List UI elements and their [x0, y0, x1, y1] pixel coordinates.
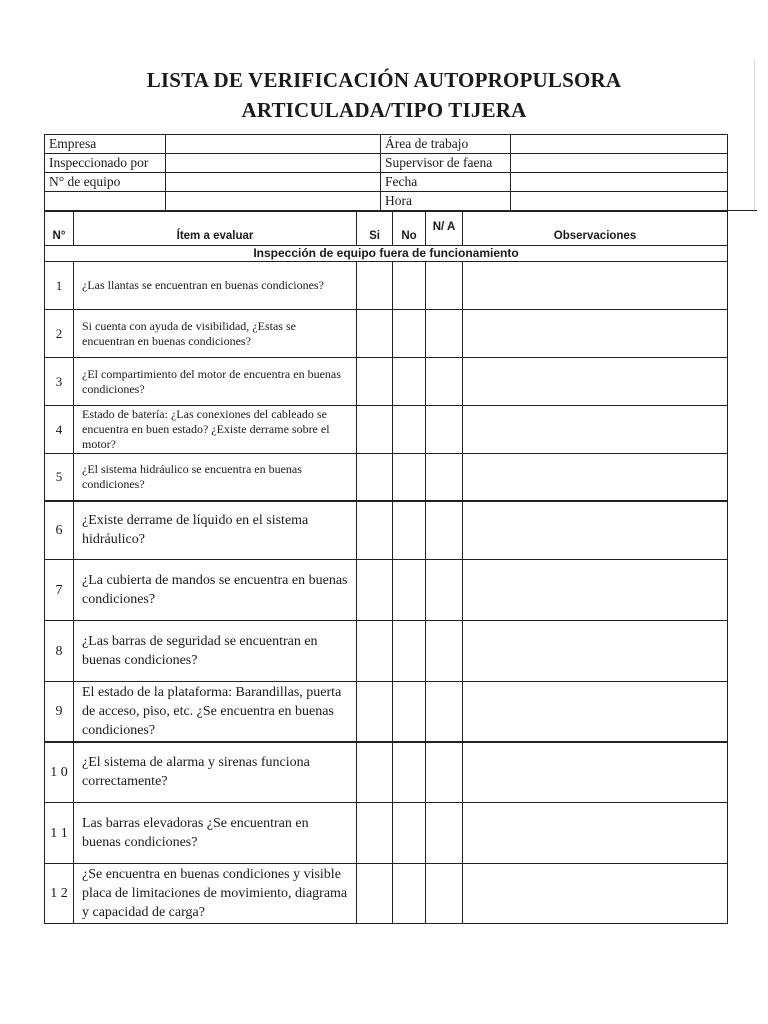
item-text: ¿El sistema de alarma y sirenas funciona correctamente?	[74, 742, 357, 803]
section-row	[45, 246, 728, 262]
item-text: ¿Las barras de seguridad se encuentran en buenas condiciones?	[74, 621, 357, 682]
item-number: 8	[45, 621, 74, 682]
checkbox-na[interactable]	[426, 621, 463, 682]
checkbox-si[interactable]	[357, 310, 393, 358]
checklist-row	[45, 406, 728, 454]
checkbox-no[interactable]	[393, 310, 426, 358]
checkbox-si[interactable]	[357, 454, 393, 501]
checkbox-no[interactable]	[393, 742, 426, 803]
checklist-header-row	[45, 212, 728, 246]
item-text: ¿Se encuentra en buenas condiciones y visible placa de limitaciones de movimiento, diagrama y capacidad de carga?	[74, 864, 357, 924]
item-text: El estado de la plataforma: Barandillas, puerta de acceso, piso, etc. ¿Se encuentra en buenas condiciones?	[74, 682, 357, 742]
header-info-table	[44, 134, 728, 211]
checkbox-si[interactable]	[357, 864, 393, 924]
label-blank	[45, 192, 166, 211]
label-area-trabajo: Área de trabajo	[381, 135, 511, 154]
field-inspeccionado-por[interactable]	[166, 154, 381, 173]
checklist-row	[45, 501, 728, 560]
checklist-row	[45, 560, 728, 621]
checklist-items	[45, 262, 728, 924]
observations-field[interactable]	[463, 803, 728, 864]
checkbox-no[interactable]	[393, 406, 426, 454]
item-number: 3	[45, 358, 74, 406]
label-inspeccionado-por: Inspeccionado por	[45, 154, 166, 173]
checkbox-si[interactable]	[357, 262, 393, 310]
item-text: Si cuenta con ayuda de visibilidad, ¿Estas se encuentran en buenas condiciones?	[74, 310, 357, 358]
checkbox-no[interactable]	[393, 501, 426, 560]
section-title: Inspección de equipo fuera de funcionamiento	[45, 246, 728, 262]
checklist-table	[44, 211, 728, 924]
observations-field[interactable]	[463, 560, 728, 621]
item-text: Estado de batería: ¿Las conexiones del cableado se encuentra en buen estado? ¿Existe derrame sobre el motor?	[74, 406, 357, 454]
observations-field[interactable]	[463, 742, 728, 803]
label-numero-equipo: N° de equipo	[45, 173, 166, 192]
header-si: Si	[357, 212, 393, 246]
item-number: 1	[45, 262, 74, 310]
checkbox-si[interactable]	[357, 621, 393, 682]
checkbox-na[interactable]	[426, 742, 463, 803]
checkbox-na[interactable]	[426, 682, 463, 742]
field-empresa[interactable]	[166, 135, 381, 154]
header-number: N°	[45, 212, 74, 246]
observations-field[interactable]	[463, 406, 728, 454]
checkbox-na[interactable]	[426, 310, 463, 358]
label-fecha: Fecha	[381, 173, 511, 192]
checkbox-na[interactable]	[426, 358, 463, 406]
checkbox-na[interactable]	[426, 406, 463, 454]
header-no: No	[393, 212, 426, 246]
label-supervisor-faena: Supervisor de faena	[381, 154, 511, 173]
checkbox-no[interactable]	[393, 803, 426, 864]
checkbox-no[interactable]	[393, 682, 426, 742]
document-title-line-2: ARTICULADA/TIPO TIJERA	[241, 98, 527, 122]
header-item: Ítem a evaluar	[74, 212, 357, 246]
observations-field[interactable]	[463, 682, 728, 742]
item-text: ¿El sistema hidráulico se encuentra en buenas condiciones?	[74, 454, 357, 501]
field-numero-equipo[interactable]	[166, 173, 381, 192]
checkbox-no[interactable]	[393, 864, 426, 924]
checkbox-no[interactable]	[393, 560, 426, 621]
observations-field[interactable]	[463, 864, 728, 924]
field-area-trabajo[interactable]	[511, 135, 728, 154]
info-row-hora	[45, 192, 728, 211]
item-text: ¿Existe derrame de líquido en el sistema hidráulico?	[74, 501, 357, 560]
checklist-row	[45, 682, 728, 742]
item-number: 2	[45, 310, 74, 358]
item-text: ¿La cubierta de mandos se encuentra en buenas condiciones?	[74, 560, 357, 621]
checklist-row	[45, 742, 728, 803]
item-number: 1 1	[45, 803, 74, 864]
checkbox-na[interactable]	[426, 560, 463, 621]
document-title-line-1: LISTA DE VERIFICACIÓN AUTOPROPULSORA	[146, 68, 622, 92]
checkbox-si[interactable]	[357, 560, 393, 621]
divider-line	[727, 210, 757, 211]
checkbox-no[interactable]	[393, 454, 426, 501]
item-number: 1 0	[45, 742, 74, 803]
checklist-row	[45, 262, 728, 310]
checkbox-si[interactable]	[357, 742, 393, 803]
label-hora: Hora	[381, 192, 511, 211]
checklist-row	[45, 310, 728, 358]
checkbox-na[interactable]	[426, 803, 463, 864]
checkbox-si[interactable]	[357, 358, 393, 406]
field-fecha[interactable]	[511, 173, 728, 192]
checkbox-si[interactable]	[357, 501, 393, 560]
field-blank[interactable]	[166, 192, 381, 211]
checkbox-no[interactable]	[393, 621, 426, 682]
info-row-equipo	[45, 173, 728, 192]
checklist-row	[45, 358, 728, 406]
item-number: 5	[45, 454, 74, 501]
observations-field[interactable]	[463, 501, 728, 560]
observations-field[interactable]	[463, 454, 728, 501]
item-number: 6	[45, 501, 74, 560]
header-na: N/ A	[426, 212, 463, 246]
label-empresa: Empresa	[45, 135, 166, 154]
header-observations: Observaciones	[463, 212, 728, 246]
observations-field[interactable]	[463, 310, 728, 358]
checkbox-si[interactable]	[357, 406, 393, 454]
checkbox-no[interactable]	[393, 262, 426, 310]
checkbox-na[interactable]	[426, 864, 463, 924]
item-text: ¿El compartimiento del motor de encuentra en buenas condiciones?	[74, 358, 357, 406]
observations-field[interactable]	[463, 358, 728, 406]
checkbox-no[interactable]	[393, 358, 426, 406]
observations-field[interactable]	[463, 262, 728, 310]
item-number: 9	[45, 682, 74, 742]
field-supervisor-faena[interactable]	[511, 154, 728, 173]
field-hora[interactable]	[511, 192, 728, 211]
page-edge-mark	[754, 60, 755, 210]
info-row-inspeccionado	[45, 154, 728, 173]
checklist-row	[45, 803, 728, 864]
item-text: ¿Las llantas se encuentran en buenas condiciones?	[74, 262, 357, 310]
item-number: 4	[45, 406, 74, 454]
info-row-empresa	[45, 135, 728, 154]
checkbox-na[interactable]	[426, 501, 463, 560]
checklist-row	[45, 454, 728, 501]
checklist-row	[45, 864, 728, 924]
checkbox-na[interactable]	[426, 454, 463, 501]
item-number: 1 2	[45, 864, 74, 924]
checkbox-si[interactable]	[357, 803, 393, 864]
item-text: Las barras elevadoras ¿Se encuentran en buenas condiciones?	[74, 803, 357, 864]
checklist-row	[45, 621, 728, 682]
checkbox-si[interactable]	[357, 682, 393, 742]
observations-field[interactable]	[463, 621, 728, 682]
checkbox-na[interactable]	[426, 262, 463, 310]
item-number: 7	[45, 560, 74, 621]
